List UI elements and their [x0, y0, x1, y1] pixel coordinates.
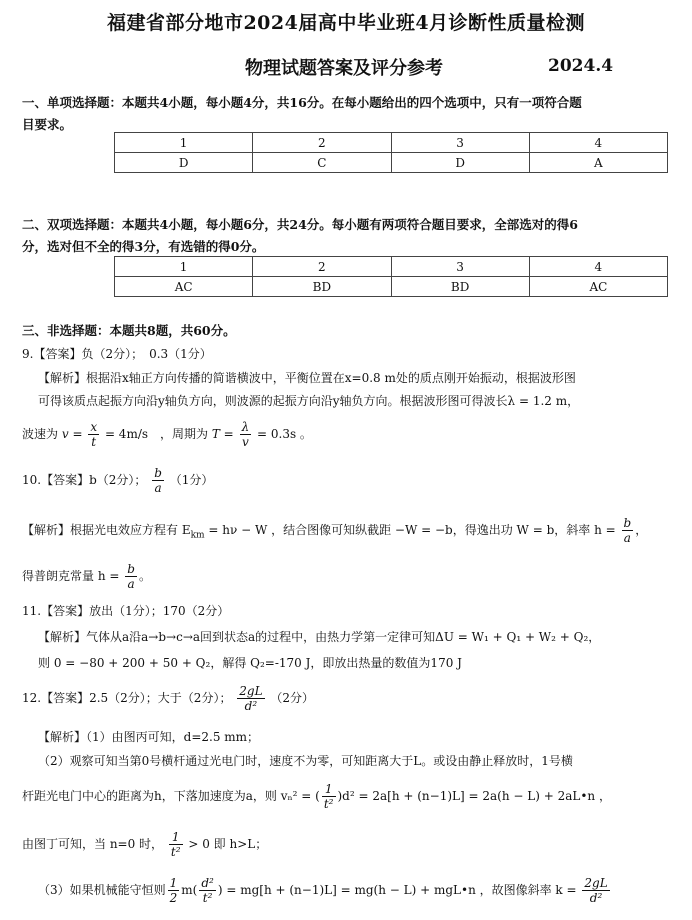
q12-explanation-line3: 杆距光电门中心的距离为h，下落加速度为a，则 vₙ² = ( $\frac{1}{\text{t²}}$ )d² = 2a[h + (n−1)L] = 2a(h − L) + 2aL•n ，: [22, 782, 611, 811]
document-title: 福建省部分地市2024届高中毕业班4月诊断性质量检测: [106, 12, 586, 34]
q12-explanation-line4: 由图丁可知，当 n=0 时， $\frac{1}{\text{t²}}$ > 0 即 h>L；: [22, 830, 268, 859]
document-date: 2024.4: [548, 56, 614, 76]
table-cell: BD: [253, 277, 391, 297]
table-cell: 4: [529, 133, 667, 153]
table-cell: 2: [253, 133, 391, 153]
q11-explanation-line2: 则 0 = −80 + 200 + 50 + Q₂，解得 Q₂=-170 J，即放出热量的数值为170 J: [38, 656, 462, 670]
q12-explanation-line5: （3）如果机械能守恒则 $\frac{1}{2}$ m( $\frac{\text{d²}}{\text{t²}}$ ) = mg[h + (n−1)L] = mg(h − L) + mgL•n ，故图像斜率 k = $\frac{2gL}{\text{d²}}$: [38, 876, 608, 905]
q9-explanation-line2: 可得该质点起振方向沿y轴负方向，则波源的起振方向沿y轴负方向。根据波形图可得波长λ = 1.2 m，: [38, 394, 580, 408]
q11-explanation-line1: 【解析】气体从a沿a→b→c→a回到状态a的过程中，由热力学第一定律可知ΔU = W₁ + Q₁ + W₂ + Q₂，: [38, 630, 601, 644]
fraction: $\frac{b}{a}$: [127, 562, 135, 591]
document-subtitle: 物理试题答案及评分参考: [245, 58, 443, 79]
table-row: [115, 257, 668, 277]
table-row: [115, 277, 668, 297]
table-cell: C: [253, 153, 391, 173]
table-cell: 2: [253, 257, 391, 277]
table-cell: AC: [529, 277, 667, 297]
fraction: $\frac{b}{a}$: [623, 516, 632, 545]
table-cell: A: [529, 153, 667, 173]
table-cell: 1: [115, 133, 253, 153]
section2-answer-table: [114, 256, 668, 297]
q10-answer: 10.【答案】b（2分）； $\frac{b}{a}$ （1分）: [22, 466, 214, 495]
section1-heading: 一、单项选择题：本题共4小题，每小题4分，共16分。在每小题给出的四个选项中，只有一项符合题 目要求。: [22, 95, 582, 132]
q10-explanation-line2: 得普朗克常量 h = $\frac{b}{a}$ 。: [22, 562, 151, 591]
table-cell: BD: [391, 277, 529, 297]
q12-answer: 12.【答案】2.5（2分）；大于（2分）； $\frac{2gL}{\text{d²}}$ （2分）: [22, 684, 315, 713]
fraction: $\frac{2gL}{\text{d²}}$: [584, 876, 608, 905]
q12-explanation-line2: （2）观察可知当第0号横杆通过光电门时，速度不为零，可知距离大于L。或设由静止释放时，1号横: [38, 754, 573, 768]
fraction: $\frac{\text{d²}}{\text{t²}}$: [201, 876, 214, 905]
section2-heading: 二、双项选择题：本题共4小题，每小题6分，共24分。每小题有两项符合题目要求，全部选对的得6 分，选对但不全的得3分，有选错的得0分。: [22, 217, 578, 254]
table-cell: 1: [115, 257, 253, 277]
fraction: $\frac{x}{t}$: [90, 420, 98, 449]
fraction: $\frac{b}{a}$: [154, 466, 162, 495]
fraction: $\frac{1}{\text{t²}}$: [323, 782, 334, 811]
table-cell: 3: [391, 133, 529, 153]
table-cell: 3: [391, 257, 529, 277]
fraction: $\frac{\lambda}{v}$: [241, 420, 250, 449]
table-row: [115, 153, 668, 173]
table-cell: 4: [529, 257, 667, 277]
q11-answer: 11.【答案】放出（1分）；170（2分）: [22, 604, 230, 618]
q10-explanation-line1: 【解析】根据光电效应方程有 $E_{km} = h\nu - W$ ，结合图像可知纵截距 −W = −b，得逸出功 W = b，斜率 h = $\frac{b}{a}$ ，: [22, 516, 648, 545]
q9-explanation-line1: 【解析】根据沿x轴正方向传播的简谐横波中，平衡位置在x=0.8 m处的质点刚开始振动，根据波形图: [38, 371, 576, 385]
q12-explanation-line1: 【解析】（1）由图丙可知，d=2.5 mm；: [38, 730, 260, 744]
table-cell: D: [391, 153, 529, 173]
q9-explanation-line3: 波速为 v = $\frac{x}{t}$ = 4m/s ，周期为 T = $\frac{\lambda}{v}$ = 0.3s 。: [22, 420, 312, 449]
section1-answer-table: [114, 132, 668, 173]
table-row: [115, 133, 668, 153]
q9-answer: 9.【答案】负（2分）； 0.3（1分）: [22, 347, 212, 361]
fraction: $\frac{1}{2}$: [169, 876, 178, 905]
table-cell: AC: [115, 277, 253, 297]
fraction: $\frac{1}{\text{t²}}$: [170, 830, 181, 859]
fraction: $\frac{2gL}{\text{d²}}$: [239, 684, 263, 713]
section3-heading: 三、非选择题：本题共8题，共60分。: [22, 323, 236, 338]
table-cell: D: [115, 153, 253, 173]
